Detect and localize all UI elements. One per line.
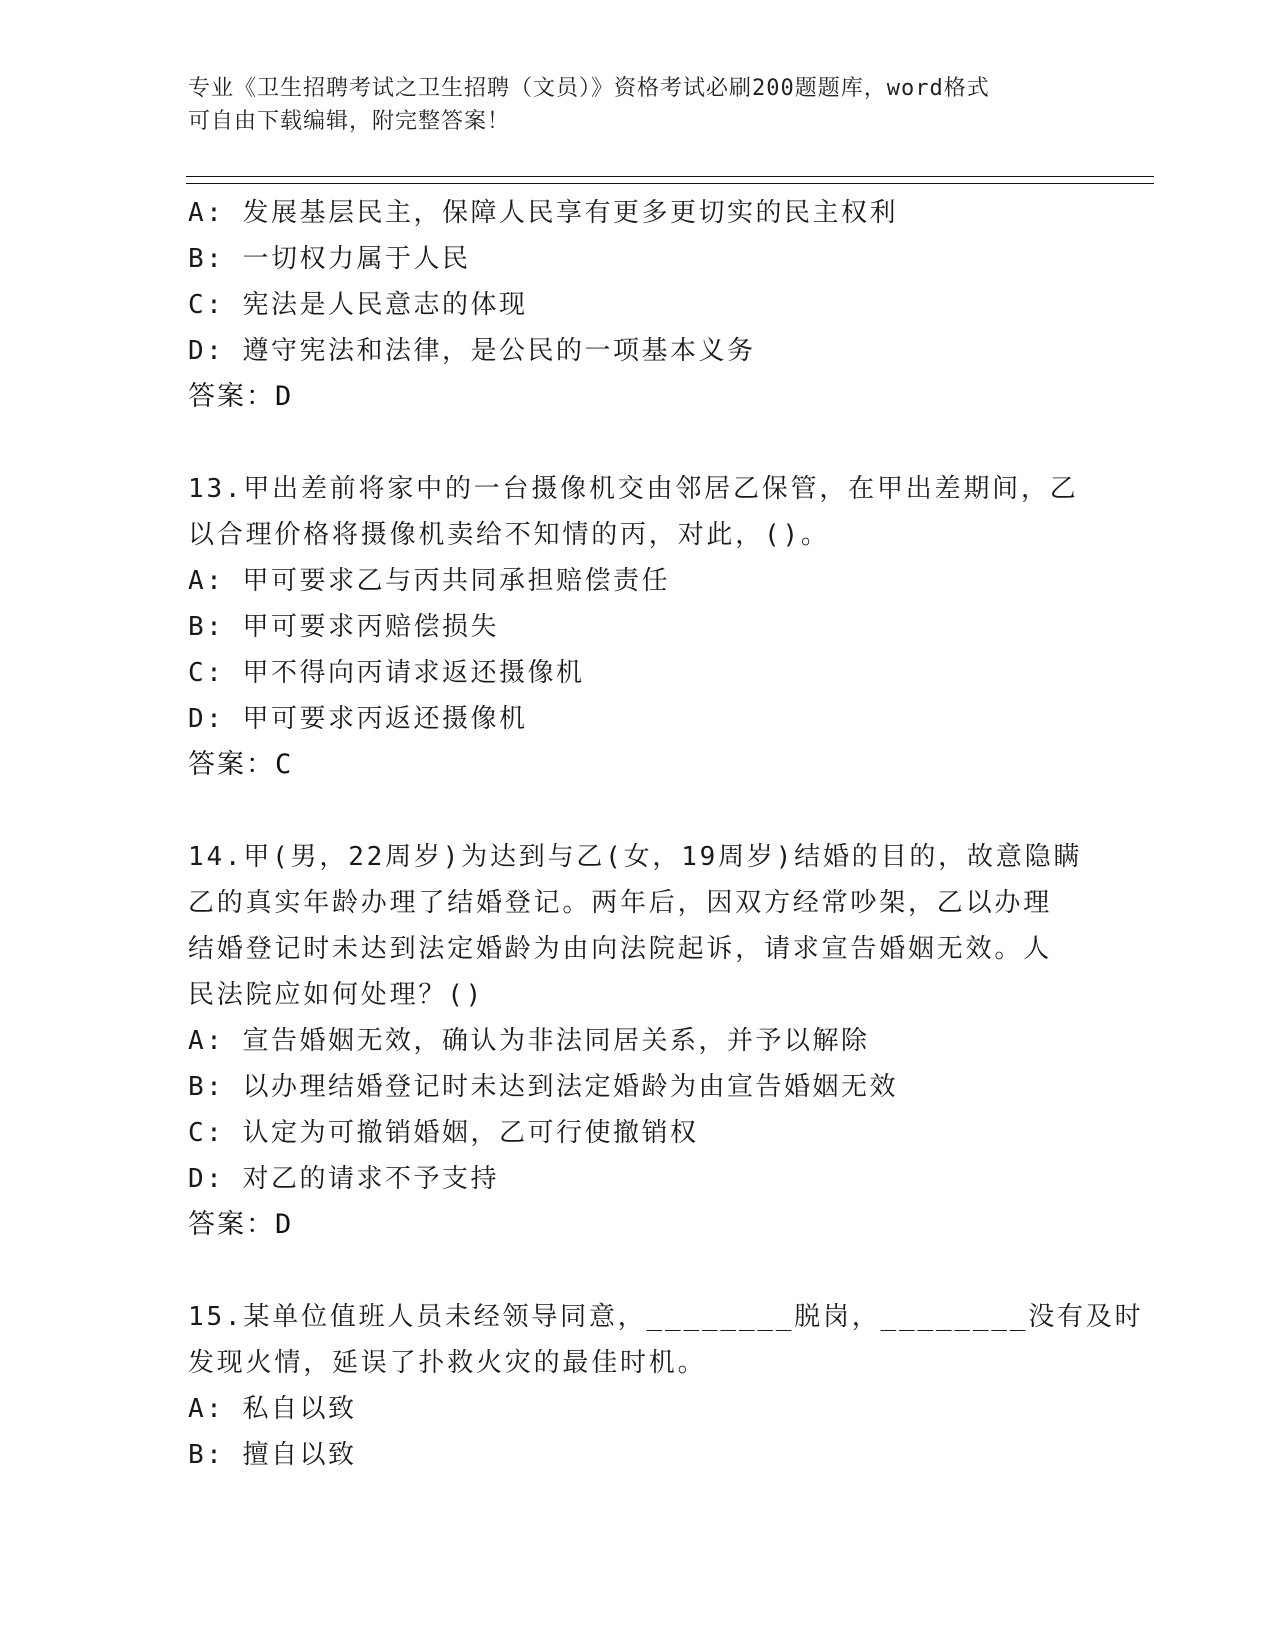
- spacer: [188, 788, 1088, 834]
- option-a: A: 甲可要求乙与丙共同承担赔偿责任: [188, 566, 670, 596]
- header-line: 专业《卫生招聘考试之卫生招聘（文员）》资格考试必刷200题题库，word格式: [188, 76, 990, 101]
- question-text-line: 结婚登记时未达到法定婚龄为由向法院起诉，请求宣告婚姻无效。人: [188, 934, 1053, 964]
- options-14: [188, 1018, 1088, 1248]
- spacer: [188, 1248, 1088, 1294]
- option-a: A: 宣告婚姻无效，确认为非法同居关系，并予以解除: [188, 1026, 870, 1056]
- question-text-line: 发现火情，延误了扑救火灾的最佳时机。: [188, 1348, 707, 1378]
- option-d: D: 对乙的请求不予支持: [188, 1164, 499, 1194]
- option-b: B: 擅自以致: [188, 1440, 357, 1470]
- option-b: B: 甲可要求丙赔偿损失: [188, 612, 499, 642]
- question-text-line: 以合理价格将摄像机卖给不知情的丙，对此，()。: [188, 520, 830, 550]
- option-c: C: 甲不得向丙请求返还摄像机: [188, 658, 585, 688]
- option-c: C: 宪法是人民意志的体现: [188, 290, 528, 320]
- option-b: B: 以办理结婚登记时未达到法定婚龄为由宣告婚姻无效: [188, 1072, 898, 1102]
- document-body: [188, 190, 1144, 1478]
- option-b: B: 一切权力属于人民: [188, 244, 471, 274]
- document-header: [188, 72, 1068, 138]
- header-line: 可自由下载编辑，附完整答案！: [188, 109, 511, 134]
- option-a: A: 发展基层民主，保障人民享有更多更切实的民主权利: [188, 198, 898, 228]
- question-block-15: [188, 1294, 1144, 1386]
- answer: 答案：C: [188, 749, 294, 780]
- options-15: [188, 1386, 1088, 1478]
- option-c: C: 认定为可撤销婚姻，乙可行使撤销权: [188, 1118, 699, 1148]
- header-divider: [186, 176, 1154, 184]
- question-text-line: 14.甲(男，22周岁)为达到与乙(女，19周岁)结婚的目的，故意隐瞒: [188, 842, 1083, 872]
- answer: 答案：D: [188, 1209, 294, 1240]
- question-text-line: 乙的真实年龄办理了结婚登记。两年后，因双方经常吵架，乙以办理: [188, 888, 1053, 918]
- option-a: A: 私自以致: [188, 1394, 357, 1424]
- spacer: [188, 420, 1088, 466]
- options-13: [188, 558, 1088, 788]
- question-block-12: [188, 190, 1088, 420]
- question-block-13: [188, 466, 1088, 558]
- question-text-line: 民法院应如何处理？(): [188, 980, 485, 1010]
- question-block-14: [188, 834, 1088, 1018]
- answer: 答案：D: [188, 381, 294, 412]
- question-text-line: 15.某单位值班人员未经领导同意，________脱岗，________没有及时: [188, 1302, 1144, 1332]
- question-text-line: 13.甲出差前将家中的一台摄像机交由邻居乙保管，在甲出差期间，乙: [188, 474, 1079, 504]
- option-d: D: 甲可要求丙返还摄像机: [188, 704, 528, 734]
- option-d: D: 遵守宪法和法律，是公民的一项基本义务: [188, 336, 756, 366]
